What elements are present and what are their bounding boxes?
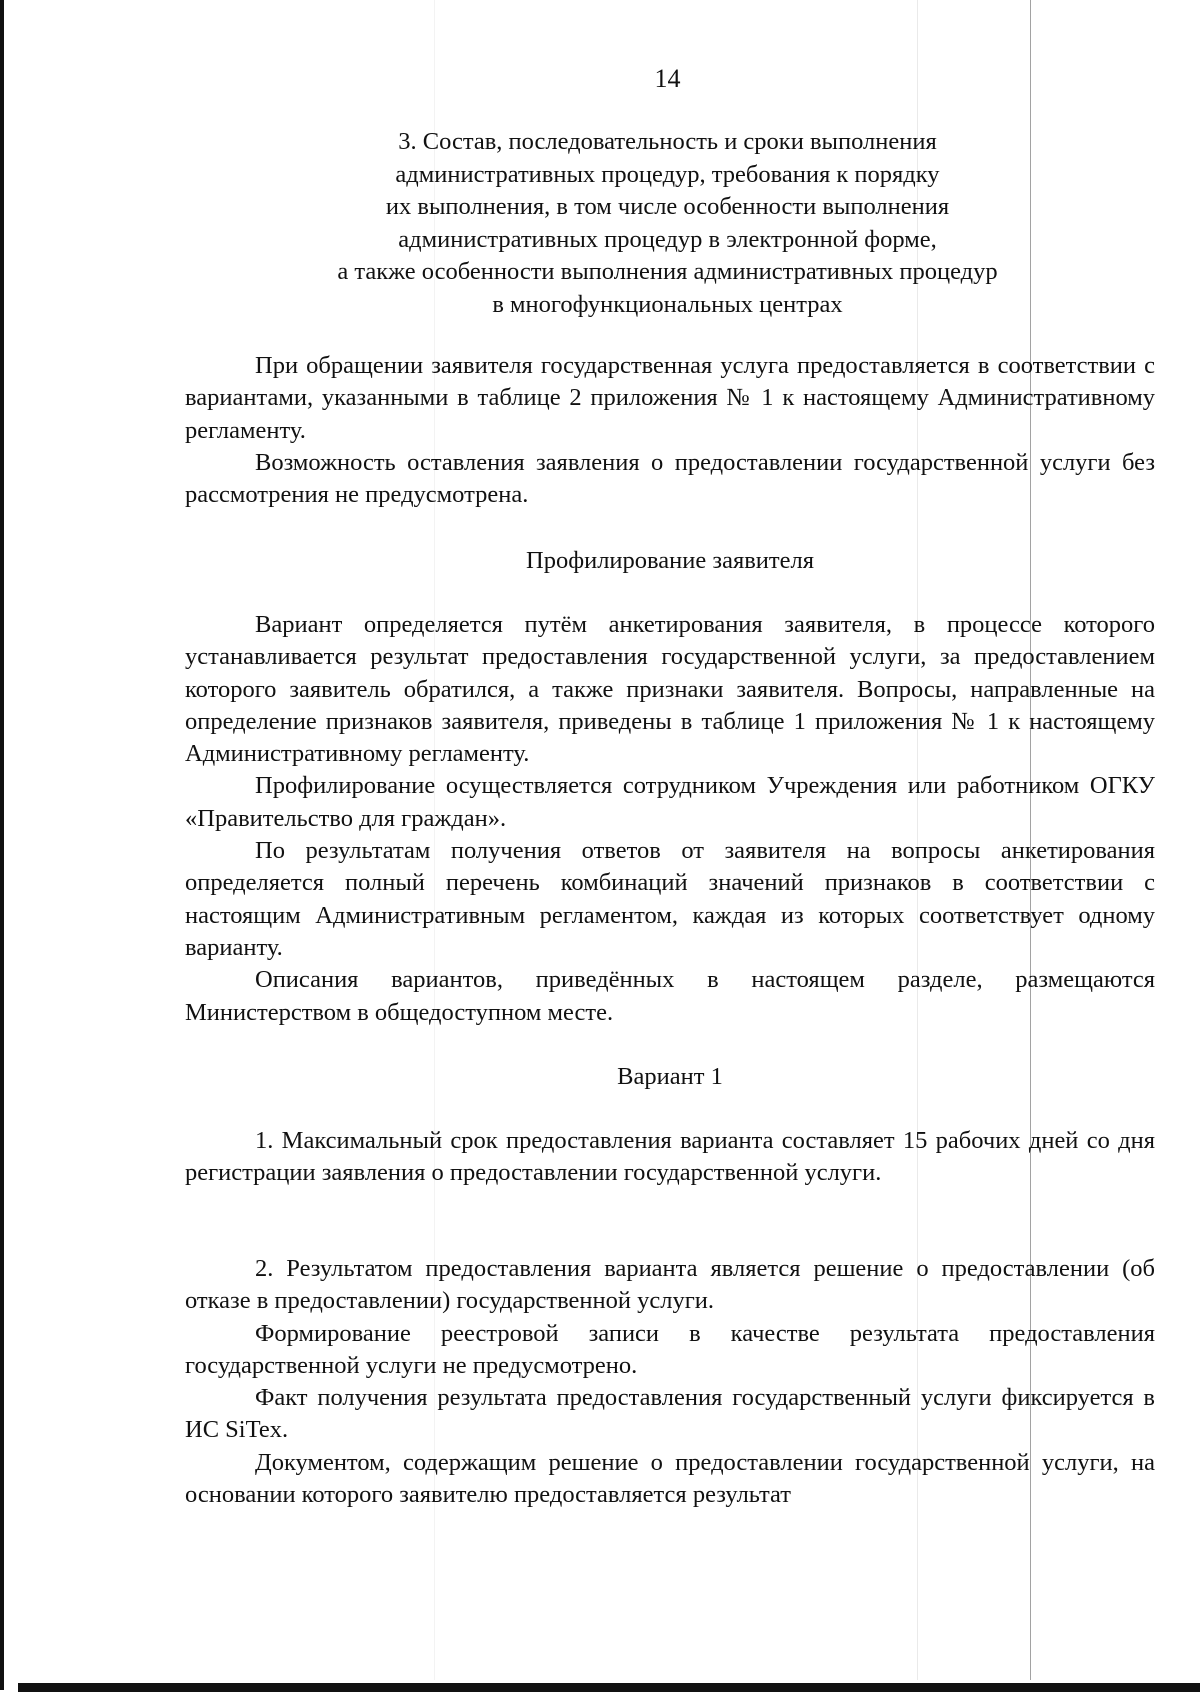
variant-point-1	[185, 1125, 1155, 1190]
variant-block	[185, 1253, 1155, 1511]
section-title-line: 3. Состав, последовательность и сроки выполнения	[398, 128, 937, 155]
variant-heading: Вариант 1	[617, 1063, 723, 1090]
paragraph: Документом, содержащим решение о предоставлении государственной услуги, на основании которого заявителю предоставляется результат	[185, 1448, 1155, 1509]
paragraph: Факт получения результата предоставления государственный услуги фиксируется в ИС SiTex.	[185, 1384, 1155, 1444]
paragraph: Профилирование осуществляется сотрудником Учреждения или работником ОГКУ «Правительство для граждан».	[185, 772, 1155, 832]
paragraph: По результатам получения ответов от заявителя на вопросы анкетирования определяется полный перечень комбинаций значений признаков в соответствии с настоящим Административным регламентом, каждая из которых соответствует одному варианту.	[185, 837, 1155, 961]
section-title-line: в многофункциональных центрах	[492, 290, 843, 318]
paragraph: 2. Результатом предоставления варианта является решение о предоставлении (об отказе в предоставлении) государственной услуги.	[185, 1255, 1155, 1315]
section-title-line: административных процедур, требования к порядку	[395, 160, 940, 188]
section-title	[240, 126, 1095, 321]
profiling-heading: Профилирование заявителя	[526, 547, 814, 574]
section-title-line: их выполнения, в том числе особенности выполнения	[385, 193, 950, 220]
paragraph: При обращении заявителя государственная услуга предоставляется в соответствии с вариантами, указанными в таблице 2 приложения № 1 к настоящему Административному регламенту.	[185, 352, 1155, 444]
paragraph: Формирование реестровой записи в качестве результата предоставления государственной услуги не предусмотрено.	[185, 1319, 1155, 1379]
paragraph: 1. Максимальный срок предоставления варианта составляет 15 рабочих дней со дня регистрации заявления о предоставлении государственной услуги.	[185, 1127, 1155, 1187]
section-title-line: административных процедур в электронной форме,	[398, 225, 937, 253]
section-title-line: а также особенности выполнения административных процедур	[337, 258, 998, 285]
paragraph: Возможность оставления заявления о предоставлении государственной услуги без рассмотрения не предусмотрена.	[185, 448, 1155, 509]
page-number: 14	[654, 64, 681, 93]
paragraph: Описания вариантов, приведённых в настоящем разделе, размещаются Министерством в общедоступном месте.	[185, 966, 1155, 1026]
intro-block	[185, 350, 1155, 511]
scan-bottom-edge	[18, 1683, 1200, 1692]
paragraph: Вариант определяется путём анкетирования заявителя, в процессе которого устанавливается результат предоставления государственной услуги, за предоставлением которого заявитель обратился, а также признаки заявителя. Вопросы, направленные на определение признаков заявителя, приведены в таблице 1 приложения № 1 к настоящему Административному регламенту.	[185, 611, 1155, 768]
profiling-block	[185, 609, 1155, 1029]
scan-left-edge	[0, 0, 4, 1690]
